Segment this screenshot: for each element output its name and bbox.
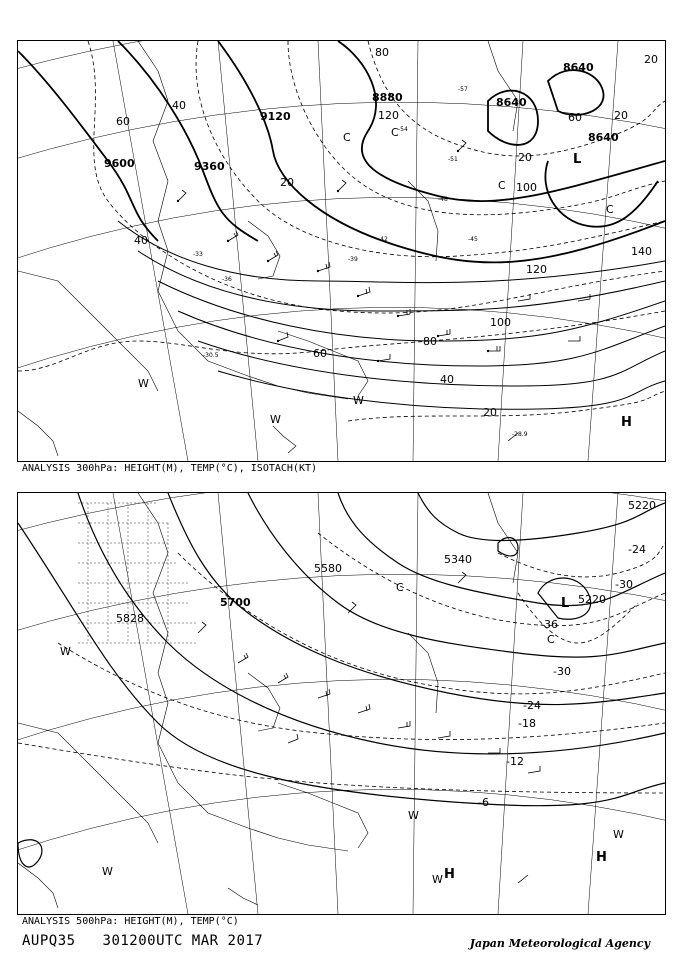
warm-center-label: W [432, 873, 443, 886]
isotach-label: 20 [614, 109, 628, 122]
chart-identifier [22, 933, 281, 949]
height-label: 9600 [104, 157, 135, 170]
cold-center-label: C [391, 126, 399, 139]
coastline [18, 493, 518, 908]
temp-label: -48 [438, 196, 448, 203]
temp-label: -42 [378, 236, 388, 243]
height-label: 5828 [116, 612, 144, 625]
height-contour-labels [116, 499, 656, 625]
isotach-label: 20 [483, 406, 497, 419]
warm-center-label: W [613, 828, 624, 841]
temp-label: -30 [553, 665, 571, 678]
high-center-label: H [596, 850, 607, 865]
height-label: 8640 [496, 96, 527, 109]
height-label: 9360 [194, 160, 225, 173]
isotach-label: 40 [172, 99, 186, 112]
temp-label: -36 [540, 618, 558, 631]
cold-center-label: C [547, 633, 555, 646]
isotach-label: 40 [134, 234, 148, 247]
chart-300hpa-caption: ANALYSIS 300hPa: HEIGHT(M), TEMP(°C), ISOTACH(KT) [22, 463, 318, 474]
high-center-label: H [444, 867, 455, 882]
height-contours [18, 493, 665, 867]
warm-center-label: W [353, 394, 364, 407]
temp-label: -30.5 [203, 352, 219, 359]
isotach-label: 100 [490, 316, 511, 329]
coastline [18, 41, 518, 456]
temp-label: -12 [506, 755, 524, 768]
temp-label: -18 [518, 717, 536, 730]
isotach-label: 20 [518, 151, 532, 164]
temp-label: -51 [448, 156, 458, 163]
cold-center-label: C [343, 131, 351, 144]
temp-label: -57 [458, 86, 468, 93]
isotach-label: 60 [116, 115, 130, 128]
stations [177, 150, 489, 362]
temp-label: -24 [523, 699, 541, 712]
height-label: 8640 [563, 61, 594, 74]
agency-name: Japan Meteorological Agency [469, 937, 650, 950]
chart-300hpa-map [18, 41, 665, 461]
warm-center-label: W [270, 413, 281, 426]
temp-label: -36 [222, 276, 232, 283]
chart-500hpa-caption: ANALYSIS 500hPa: HEIGHT(M), TEMP(°C) [22, 916, 239, 927]
isotach-label: 60 [313, 347, 327, 360]
isotherms [18, 41, 665, 421]
temp-label: -54 [398, 126, 408, 133]
temp-label: -6 [478, 796, 489, 809]
temp-label: -45 [468, 236, 478, 243]
warm-center-label: W [60, 645, 71, 658]
low-center-label: L [561, 596, 570, 611]
product-code: AUPQ35 [22, 933, 76, 949]
isotach-label: 60 [568, 111, 582, 124]
valid-time: 301200UTC MAR 2017 [102, 933, 264, 949]
cold-center-label: C [498, 179, 506, 192]
isotach-label: 40 [440, 373, 454, 386]
cold-center-label: C [606, 203, 614, 216]
chart-300hpa [17, 40, 666, 462]
height-contour-labels [104, 61, 619, 173]
high-center-label: H [621, 415, 632, 430]
height-label: 5340 [444, 553, 472, 566]
warm-center-label: W [102, 865, 113, 878]
isotach-label: 120 [378, 109, 399, 122]
isotach-label: 120 [526, 263, 547, 276]
isotach-label: 80 [423, 335, 437, 348]
height-label: 5220 [578, 593, 606, 606]
temp-label: -24 [628, 543, 646, 556]
temp-label: -28.9 [512, 431, 528, 438]
isotach-label: 100 [516, 181, 537, 194]
isotach-label: 140 [631, 245, 652, 258]
isotherm-labels [478, 543, 646, 809]
graticule [18, 493, 665, 914]
chart-500hpa [17, 492, 666, 915]
cold-center-label: C [396, 581, 404, 594]
wind-barbs [198, 572, 540, 883]
isotach-label: 20 [644, 53, 658, 66]
warm-center-label: W [408, 809, 419, 822]
height-label: 8880 [372, 91, 403, 104]
height-label: 5580 [314, 562, 342, 575]
height-label: 5700 [220, 596, 251, 609]
temp-label: -30 [615, 578, 633, 591]
warm-center-label: W [138, 377, 149, 390]
isotach-label: 20 [280, 176, 294, 189]
low-center-label: L [573, 152, 582, 167]
temp-label: -39 [348, 256, 358, 263]
height-contours [18, 41, 665, 262]
height-label: 9120 [260, 110, 291, 123]
isotach-label: 80 [375, 46, 389, 59]
height-label: 5220 [628, 499, 656, 512]
height-label: 8640 [588, 131, 619, 144]
temp-label: -33 [193, 251, 203, 258]
chart-500hpa-map [18, 493, 665, 914]
